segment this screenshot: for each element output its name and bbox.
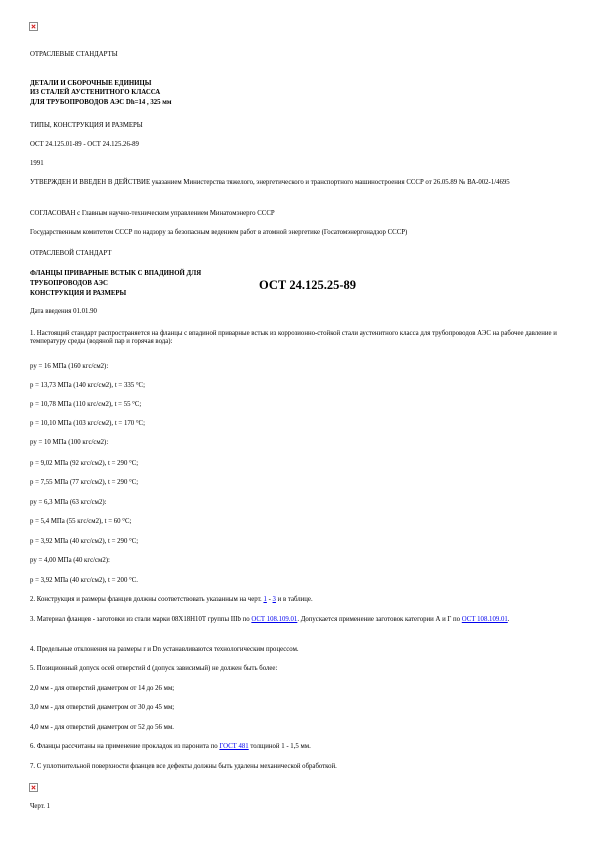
standard-label: ОТРАСЛЕВОЙ СТАНДАРТ <box>30 250 112 257</box>
pressure-item: py = 6,3 МПа (63 кгс/см2): <box>30 499 107 506</box>
ost-108-109-01-link-2[interactable]: ОСТ 108.109.01 <box>461 616 508 623</box>
drawing-1-link[interactable]: 1 <box>263 596 267 603</box>
paragraph-2: 2. Конструкция и размеры фланцев должны соответствовать указанным на черт. 1 - 3 и в таблице. <box>30 596 313 603</box>
pressure-item: py = 16 МПа (160 кгс/см2): <box>30 363 109 370</box>
pressure-item: p = 3,92 МПа (40 кгс/см2), t = 290 °С; <box>30 538 139 545</box>
pressure-item: p = 5,4 МПа (55 кгс/см2), t = 60 °С; <box>30 518 132 525</box>
paragraph-7: 7. С уплотнительной поверхности фланцев все дефекты должны быть удалены механической обработкой. <box>30 763 337 770</box>
paragraph-1: 1. Настоящий стандарт распространяется на фланцы с впадиной приварные встык из коррозионно-стойкой стали аустенитного класса для трубопроводов АЭС на рабочее давление и температуру среды (водяной пар и горячая вода): <box>30 330 557 345</box>
tolerance-item: 4,0 мм - для отверстий диаметром от 52 до 56 мм. <box>30 724 174 731</box>
pressure-item: p = 13,73 МПа (140 кгс/см2), t = 335 °С; <box>30 382 145 389</box>
paragraph-4: 4. Предельные отклонения на размеры r и Dn устанавливаются технологическим процессом. <box>30 646 299 653</box>
standard-name-line-1: ФЛАНЦЫ ПРИВАРНЫЕ ВСТЫК С ВПАДИНОЙ ДЛЯ <box>30 270 202 277</box>
category-heading: ОТРАСЛЕВЫЕ СТАНДАРТЫ <box>30 51 118 58</box>
broken-image-icon <box>29 783 38 792</box>
standard-code: ОСТ 24.125.25-89 <box>259 278 357 292</box>
pressure-item: p = 3,92 МПа (40 кгс/см2), t = 200 °С. <box>30 577 138 584</box>
standard-name-line-2: ТРУБОПРОВОДОВ АЭС <box>30 280 108 287</box>
title-line-2: ИЗ СТАЛЕЙ АУСТЕНИТНОГО КЛАССА <box>30 89 161 96</box>
standards-range: ОСТ 24.125.01-89 - ОСТ 24.125.26-89 <box>30 141 139 148</box>
drawing-3-link[interactable]: 3 <box>272 596 276 603</box>
tolerance-item: 3,0 мм - для отверстий диаметром от 30 до 45 мм; <box>30 704 175 711</box>
intro-date: Дата введения 01.01.90 <box>30 308 97 315</box>
ost-108-109-01-link[interactable]: ОСТ 108.109.01 <box>251 616 298 623</box>
pressure-item: py = 4,00 МПа (40 кгс/см2): <box>30 557 110 564</box>
pressure-item: py = 10 МПа (100 кгс/см2): <box>30 439 109 446</box>
pressure-item: p = 10,10 МПа (103 кгс/см2), t = 170 °С; <box>30 420 145 427</box>
approval-text: УТВЕРЖДЕН И ВВЕДЕН В ДЕЙСТВИЕ указанием Министерства тяжелого, энергетического и транспортного машиностроения СССР от 26.05.89 № ВА-002-1/4695 <box>30 179 510 186</box>
title-line-3: ДЛЯ ТРУБОПРОВОДОВ АЭС Dh=14 , 325 мм <box>30 99 172 106</box>
broken-image-icon <box>29 22 38 31</box>
pressure-item: p = 9,02 МПа (92 кгс/см2), t = 290 °С; <box>30 460 139 467</box>
agreement-text: СОГЛАСОВАН с Главным научно-техническим управлением Минатомэнерго СССР <box>30 210 275 217</box>
pressure-item: p = 7,55 МПа (77 кгс/см2), t = 290 °С; <box>30 479 139 486</box>
standard-name-line-3: КОНСТРУКЦИЯ И РАЗМЕРЫ <box>30 290 127 297</box>
publication-year: 1991 <box>30 160 44 167</box>
paragraph-6: 6. Фланцы рассчитаны на применение прокладок из паронита по ГОСТ 481 толщиной 1 - 1,5 мм. <box>30 743 311 750</box>
paragraph-3: 3. Материал фланцев - заготовки из стали марки 08Х18Н10Т группы IIIb по ОСТ 108.109.01. Допускается применение заготовок категории А и Г по ОСТ 108.109.01. <box>30 616 510 623</box>
paragraph-5: 5. Позиционный допуск осей отверстий d (допуск зависимый) не должен быть более: <box>30 665 278 672</box>
subtitle: ТИПЫ, КОНСТРУКЦИЯ И РАЗМЕРЫ <box>30 122 143 129</box>
pressure-item: p = 10,78 МПа (110 кгс/см2), t = 55 °С; <box>30 401 142 408</box>
committee-text: Государственным комитетом СССР по надзору за безопасным ведением работ в атомной энергетике (Госатомэнергонадзор СССР) <box>30 229 408 236</box>
tolerance-item: 2,0 мм - для отверстий диаметром от 14 до 26 мм; <box>30 685 175 692</box>
title-line-1: ДЕТАЛИ И СБОРОЧНЫЕ ЕДИНИЦЫ <box>30 80 152 87</box>
figure-caption: Черт. 1 <box>30 803 50 810</box>
gost-481-link[interactable]: ГОСТ 481 <box>219 743 249 750</box>
